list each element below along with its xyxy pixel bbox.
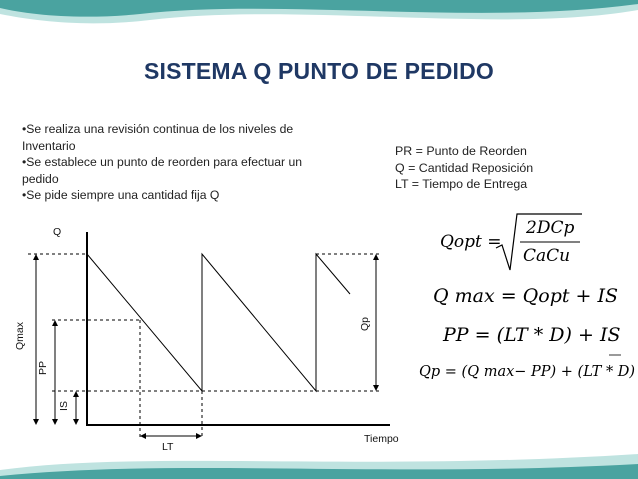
is-label: IS	[57, 401, 70, 411]
qopt-lhs: Qopt =	[440, 232, 502, 252]
y-axis-label: Q	[53, 226, 62, 238]
bullet-item: •Se realiza una revisión continua de los niveles de Inventario	[22, 122, 294, 153]
legend-item: LT = Tiempo de Entrega	[395, 177, 528, 191]
bullet-item: •Se establece un punto de reorden para efectuar un pedido	[22, 155, 303, 186]
slide-title: SISTEMA Q PUNTO DE PEDIDO	[143, 58, 495, 84]
bullet-item: •Se pide siempre una cantidad fija Q	[22, 188, 220, 202]
qp-label: Qp	[359, 316, 372, 332]
legend-item: PR = Punto de Reorden	[395, 144, 527, 158]
lt-label: LT	[162, 441, 174, 453]
legend-item: Q = Cantidad Reposición	[395, 160, 534, 175]
qopt-numerator: 2DCp	[526, 218, 575, 238]
qopt-denominator: CaCu	[523, 246, 571, 266]
formula-pp: PP = (LT * D) + IS	[443, 324, 621, 346]
qmax-label: Qmax	[14, 321, 27, 351]
formula-qp: Qp = (Q max− PP) + (LT * D)	[419, 364, 636, 380]
formula-qmax: Q max = Qopt + IS	[433, 285, 619, 307]
x-axis-label: Tiempo	[364, 433, 399, 445]
pp-label: PP	[37, 360, 50, 376]
